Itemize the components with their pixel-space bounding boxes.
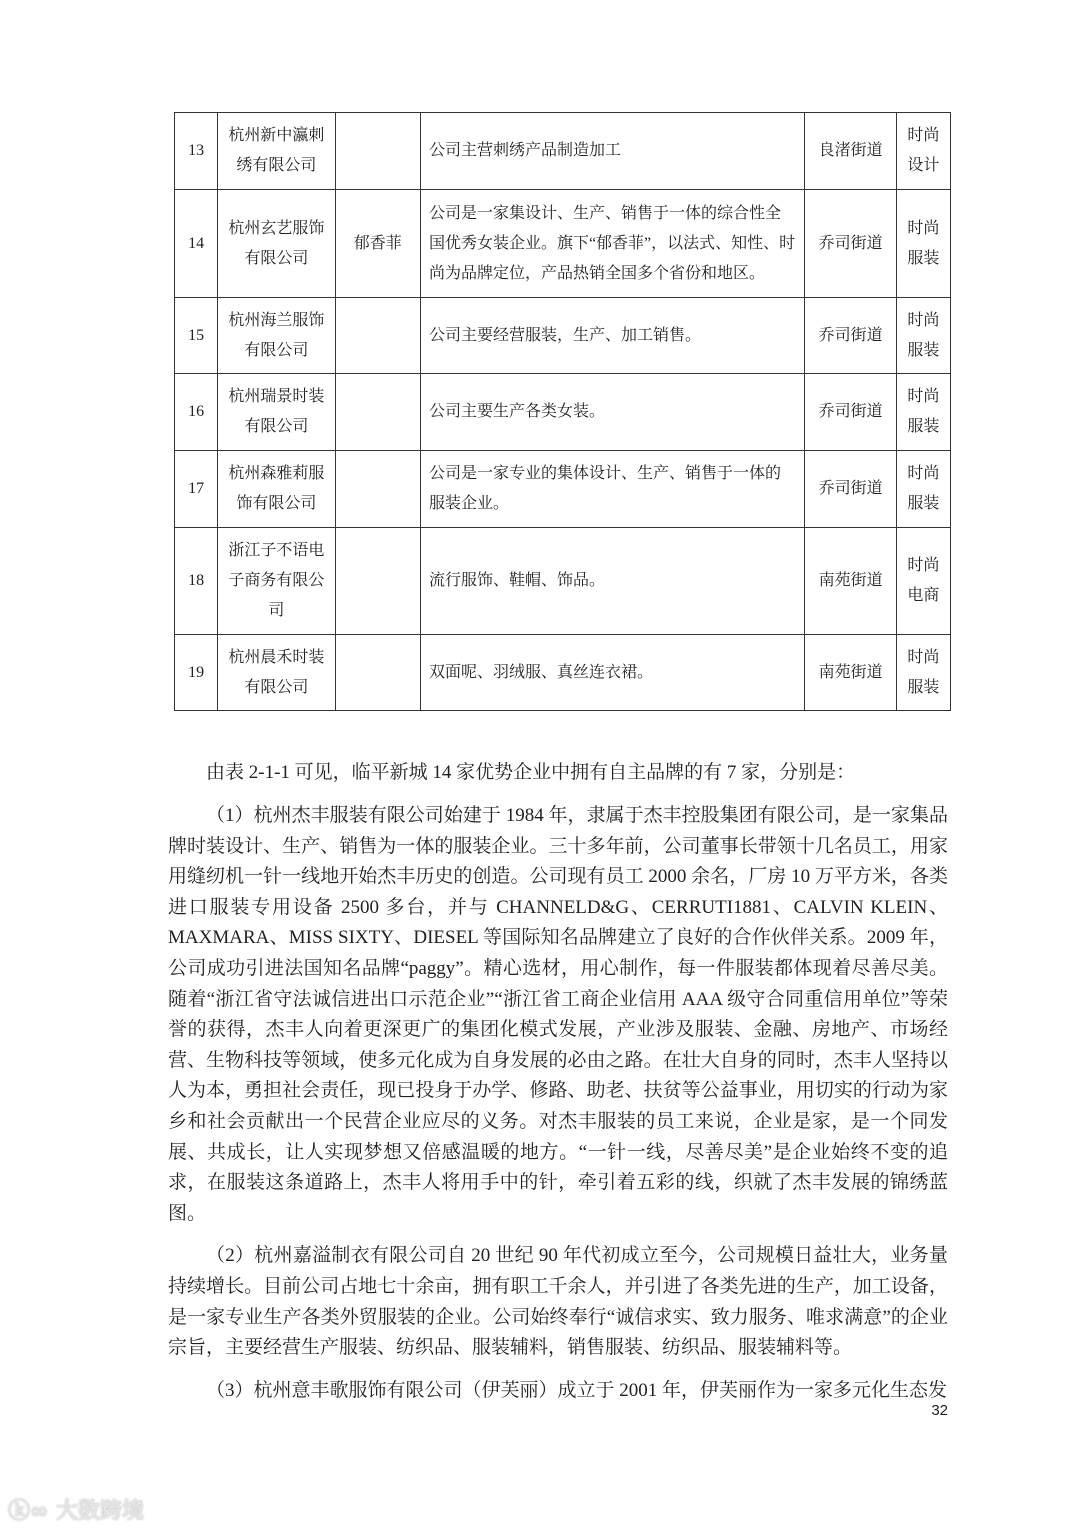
- category-cell: 时尚设计: [896, 113, 950, 190]
- row-number-cell: 16: [175, 374, 218, 451]
- row-number-cell: 14: [175, 190, 218, 298]
- brand-name-cell: [335, 298, 420, 374]
- street-cell: 乔司街道: [805, 298, 896, 374]
- street-cell: 乔司街道: [805, 190, 896, 298]
- watermark-logo: ⓚ∞ 大数跨境: [8, 1499, 145, 1524]
- paragraph-3: （3）杭州意丰歌服饰有限公司（伊芙丽）成立于 2001 年，伊芙丽作为一家多元化生态发: [206, 1379, 948, 1401]
- table-row: [175, 298, 951, 374]
- table-row: [175, 528, 951, 635]
- category-cell: 时尚服装: [896, 298, 950, 374]
- street-cell: 乔司街道: [805, 451, 896, 528]
- table-row: [175, 635, 951, 711]
- brand-name-cell: [335, 635, 420, 711]
- paragraph-1: （1）杭州杰丰服装有限公司始建于 1984 年，隶属于杰丰控股集团有限公司，是一家集品牌时装设计、生产、销售为一体的服装企业。三十多年前，公司董事长带领十几名员工，用家用缝纫机一针一线地开始杰丰历史的创造。公司现有员工 2000 余名，厂房 10 万平方米，各类进口服装专用设备 2500 多台，并与 CHANNELD&G、CERRUTI1881、CALVIN KLEIN、MAXMARA、MISS SIXTY、DIESEL 等国际知名品牌建立了良好的合作伙伴关系。2009 年，公司成功引进法国知名品牌“paggy”。精心选材，用心制作，每一件服装都体现着尽善尽美。随着“浙江省守法诚信进出口示范企业”“浙江省工商企业信用 AAA 级守合同重信用单位”等荣誉的获得，杰丰人向着更深更广的集团化模式发展，产业涉及服装、金融、房地产、市场经营、生物科技等领域，使多元化成为自身发展的必由之路。在壮大自身的同时，杰丰人坚持以人为本，勇担社会责任，现已投身于办学、修路、助老、扶贫等公益事业，用切实的行动为家乡和社会贡献出一个民营企业应尽的义务。对杰丰服装的员工来说，企业是家，是一个同发展、共成长，让人实现梦想又倍感温暖的地方。“一针一线，尽善尽美”是企业始终不变的追求，在服装这条道路上，杰丰人将用手中的针，牵引着五彩的线，织就了杰丰发展的锦绣蓝图。: [168, 805, 948, 1224]
- category-cell: 时尚服装: [896, 190, 950, 298]
- description-cell: 流行服饰、鞋帽、饰品。: [420, 528, 804, 635]
- intro-text: 由表 2-1-1 可见，临平新城 14 家优势企业中拥有自主品牌的有 7 家，分别是：: [206, 762, 856, 783]
- row-number-cell: 13: [175, 113, 218, 190]
- page-number: 32: [931, 1402, 948, 1419]
- street-cell: 南苑街道: [805, 635, 896, 711]
- brand-name-cell: [335, 451, 420, 528]
- company-name-cell: 杭州玄艺服饰有限公司: [218, 190, 335, 298]
- description-cell: 双面呢、羽绒服、真丝连衣裙。: [420, 635, 804, 711]
- description-cell: 公司主营刺绣产品制造加工: [420, 113, 804, 190]
- category-cell: 时尚电商: [896, 528, 950, 635]
- company-name-cell: 杭州海兰服饰有限公司: [218, 298, 335, 374]
- description-cell: 公司是一家专业的集体设计、生产、销售于一体的服装企业。: [420, 451, 804, 528]
- brand-name-cell: 郁香菲: [335, 190, 420, 298]
- company-name-cell: 杭州晨禾时装有限公司: [218, 635, 335, 711]
- description-cell: 公司是一家集设计、生产、销售于一体的综合性全国优秀女装企业。旗下“郁香菲”，以法式、知性、时尚为品牌定位，产品热销全国多个省份和地区。: [420, 190, 804, 298]
- body-text: [168, 801, 948, 1418]
- company-name-cell: 杭州森雅莉服饰有限公司: [218, 451, 335, 528]
- street-cell: 良渚街道: [805, 113, 896, 190]
- street-cell: 乔司街道: [805, 374, 896, 451]
- company-table: [174, 112, 951, 711]
- company-name-cell: 杭州瑞景时装有限公司: [218, 374, 335, 451]
- category-cell: 时尚服装: [896, 635, 950, 711]
- description-cell: 公司主要生产各类女装。: [420, 374, 804, 451]
- row-number-cell: 15: [175, 298, 218, 374]
- description-cell: 公司主要经营服装，生产、加工销售。: [420, 298, 804, 374]
- table-row: [175, 374, 951, 451]
- row-number-cell: 17: [175, 451, 218, 528]
- row-number-cell: 19: [175, 635, 218, 711]
- table-row: [175, 190, 951, 298]
- company-name-cell: 杭州新中瀛刺绣有限公司: [218, 113, 335, 190]
- table-row: [175, 451, 951, 528]
- watermark-text: 大数跨境: [56, 1499, 145, 1524]
- table-row: [175, 113, 951, 190]
- row-number-cell: 18: [175, 528, 218, 635]
- street-cell: 南苑街道: [805, 528, 896, 635]
- category-cell: 时尚服装: [896, 451, 950, 528]
- intro-paragraph: [168, 758, 948, 789]
- brand-name-cell: [335, 374, 420, 451]
- category-cell: 时尚服装: [896, 374, 950, 451]
- paragraph-2: （2）杭州嘉溢制衣有限公司自 20 世纪 90 年代初成立至今，公司规模日益壮大，业务量持续增长。目前公司占地七十余亩，拥有职工千余人，并引进了各类先进的生产，加工设备，是一家专业生产各类外贸服装的企业。公司始终奉行“诚信求实、致力服务、唯求满意”的企业宗旨，主要经营生产服装、纺织品、服装辅料，销售服装、纺织品、服装辅料等。: [168, 1245, 948, 1359]
- company-name-cell: 浙江子不语电子商务有限公司: [218, 528, 335, 635]
- brand-name-cell: [335, 528, 420, 635]
- brand-name-cell: [335, 113, 420, 190]
